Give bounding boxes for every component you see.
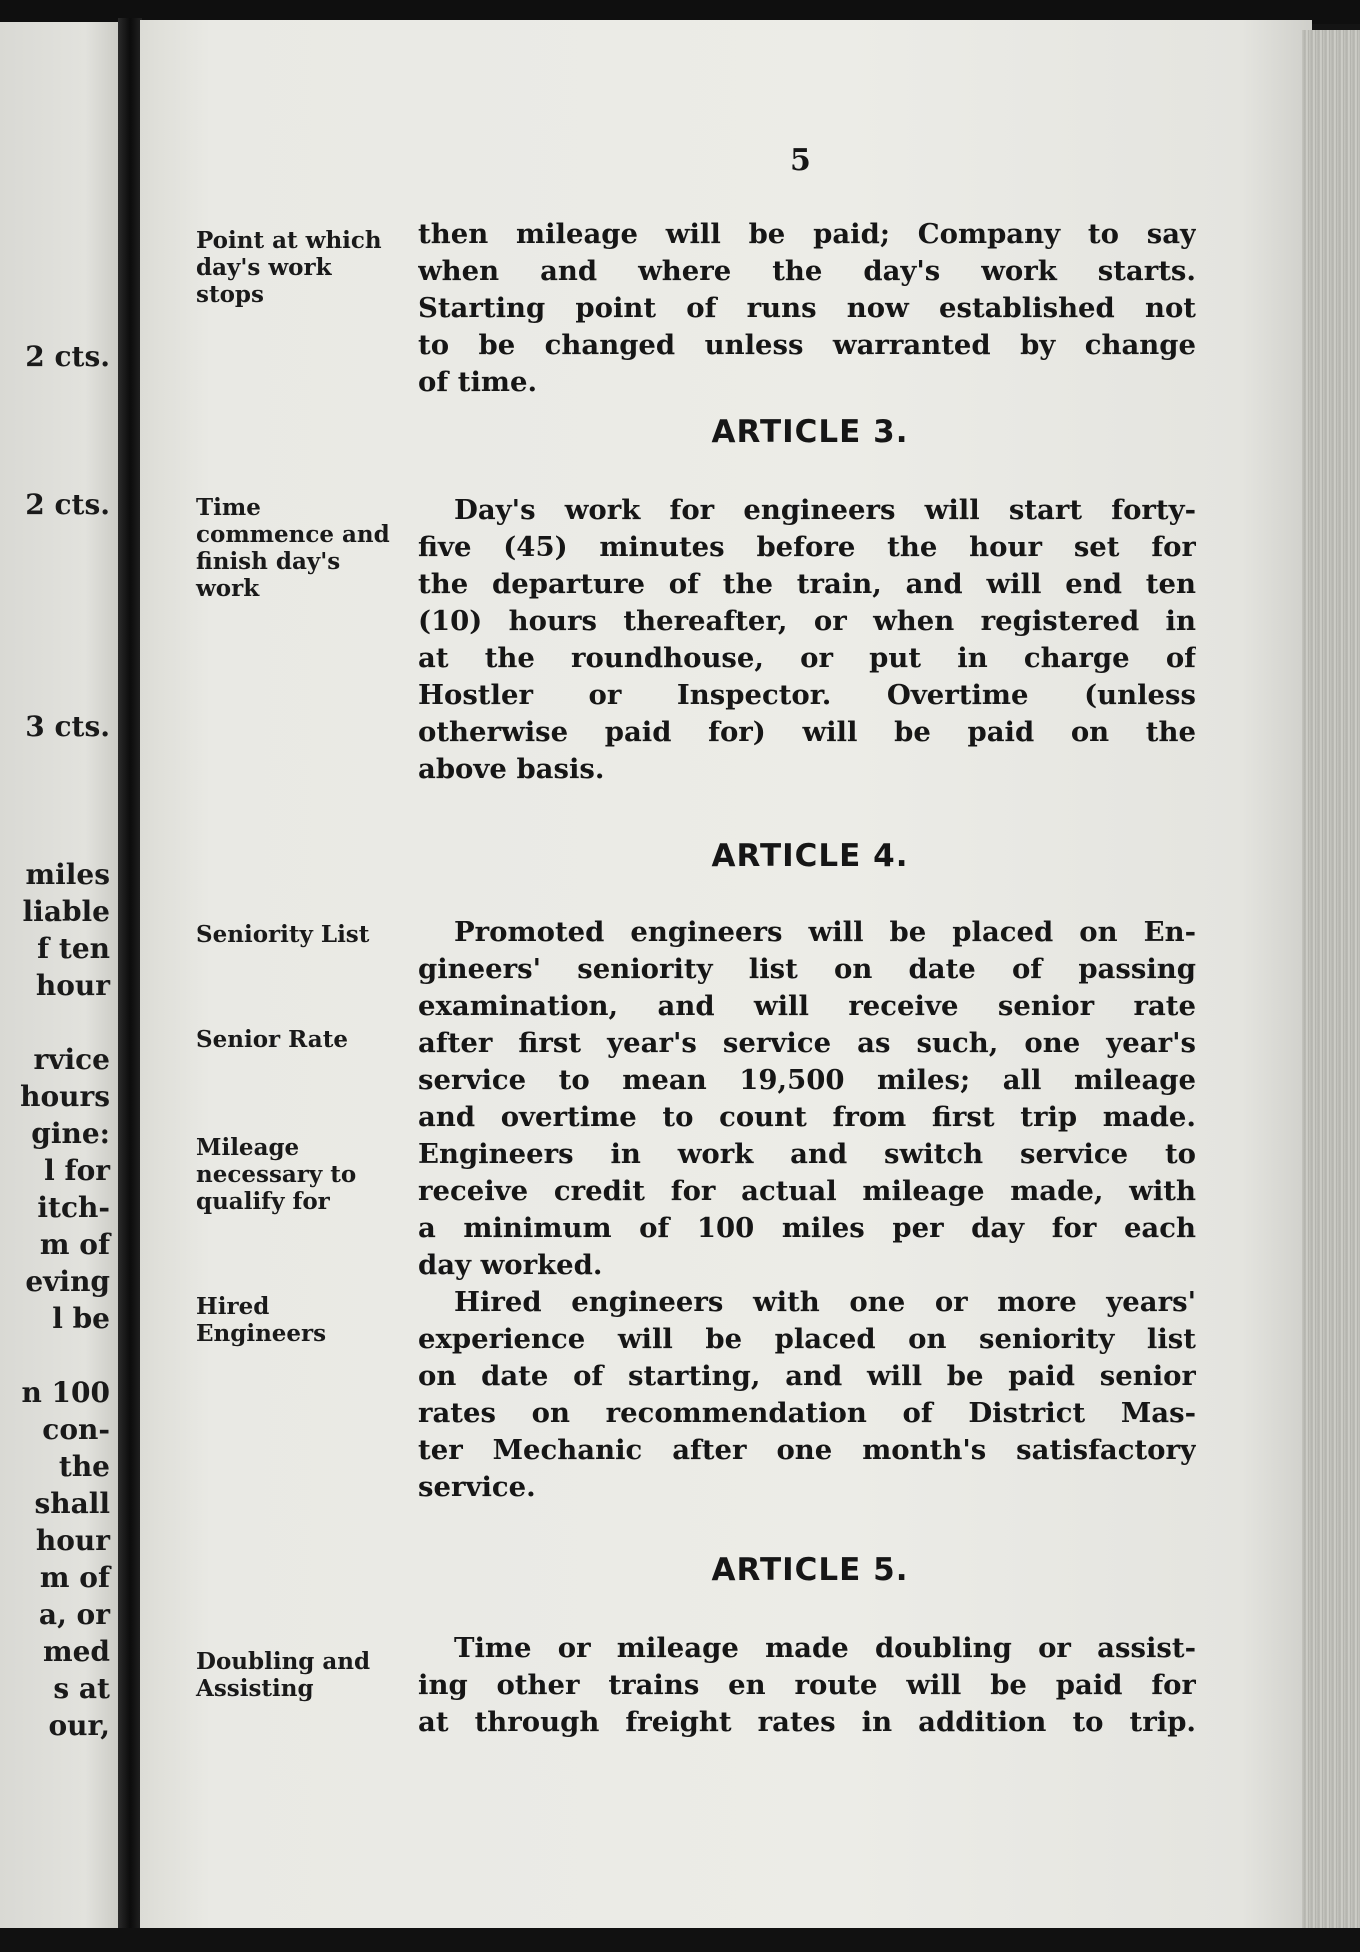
body-line: otherwise paid for) will be paid on the — [418, 716, 1196, 748]
body-line: Promoted engineers will be placed on En- — [454, 916, 1196, 948]
body-line: ing other trains en route will be paid for — [418, 1669, 1196, 1701]
body-line: above basis. — [418, 753, 605, 785]
body-line: of time. — [418, 366, 538, 398]
left-fragment: eving — [25, 1265, 110, 1298]
body-line: Hostler or Inspector. Overtime (unless — [418, 679, 1196, 711]
left-fragment: 3 cts. — [25, 710, 110, 743]
body-line: Day's work for engineers will start forty- — [454, 494, 1196, 526]
body-line: after first year's service as such, one year's — [418, 1027, 1196, 1059]
body-line: on date of starting, and will be paid senior — [418, 1360, 1196, 1392]
body-line: when and where the day's work starts. — [418, 255, 1196, 287]
left-fragment: med — [42, 1635, 110, 1668]
left-fragment: l for — [44, 1154, 110, 1187]
margin-note-time-commence: Time commence and finish day's work — [196, 494, 390, 602]
body-line: at the roundhouse, or put in charge of — [418, 642, 1196, 674]
body-line: Engineers in work and switch service to — [418, 1138, 1196, 1170]
body-line: then mileage will be paid; Company to say — [418, 218, 1196, 250]
scan-bottom-border — [0, 1928, 1360, 1952]
body-line: service. — [418, 1471, 536, 1503]
body-line: rates on recommendation of District Mas- — [418, 1397, 1196, 1429]
article-5-heading: ARTICLE 5. — [711, 1552, 909, 1588]
body-line: to be changed unless warranted by change — [418, 329, 1196, 361]
body-line: receive credit for actual mileage made, with — [418, 1175, 1196, 1207]
article-3-heading: ARTICLE 3. — [711, 414, 909, 450]
left-fragment: liable — [22, 895, 110, 928]
body-line: Hired engineers with one or more years' — [454, 1286, 1196, 1318]
left-fragment: a, or — [38, 1598, 110, 1631]
body-line: and overtime to count from first trip made. — [418, 1101, 1196, 1133]
margin-note-day-work-stops: Point at which day's work stops — [196, 227, 382, 308]
left-fragment: the — [58, 1450, 110, 1483]
margin-note-seniority-list: Seniority List — [196, 921, 370, 948]
left-fragment: hours — [20, 1080, 110, 1113]
body-line: Starting point of runs now established not — [418, 292, 1196, 324]
book-gutter — [118, 18, 142, 1934]
body-line: experience will be placed on seniority list — [418, 1323, 1196, 1355]
body-line: day worked. — [418, 1249, 603, 1281]
left-fragment: rvice — [33, 1043, 110, 1076]
margin-note-doubling-assisting: Doubling and Assisting — [196, 1648, 371, 1702]
left-fragment: hour — [35, 1524, 110, 1557]
left-fragment: 2 cts. — [25, 340, 110, 373]
left-fragment: s at — [53, 1672, 110, 1705]
previous-page-fragment — [0, 22, 122, 1934]
margin-note-mileage-necessary: Mileage necessary to qualify for — [196, 1134, 357, 1215]
article-4-heading: ARTICLE 4. — [711, 838, 909, 874]
left-fragment: n 100 — [21, 1376, 110, 1409]
body-line: Time or mileage made doubling or assist- — [454, 1632, 1196, 1664]
body-line: gineers' seniority list on date of passing — [418, 953, 1196, 985]
left-fragment: 2 cts. — [25, 488, 110, 521]
body-line: (10) hours thereafter, or when registered in — [418, 605, 1196, 637]
body-line: service to mean 19,500 miles; all mileage — [418, 1064, 1196, 1096]
left-fragment: con- — [42, 1413, 110, 1446]
body-line: examination, and will receive senior rate — [418, 990, 1196, 1022]
left-fragment: our, — [48, 1709, 110, 1742]
body-line: the departure of the train, and will end ten — [418, 568, 1196, 600]
left-fragment: m of — [39, 1561, 110, 1594]
body-line: at through freight rates in addition to trip. — [418, 1706, 1196, 1738]
left-fragment: itch- — [37, 1191, 110, 1224]
left-fragment: miles — [25, 858, 110, 891]
body-line: five (45) minutes before the hour set for — [418, 531, 1196, 563]
margin-note-senior-rate: Senior Rate — [196, 1026, 348, 1053]
body-line: ter Mechanic after one month's satisfactory — [418, 1434, 1196, 1466]
body-line: a minimum of 100 miles per day for each — [418, 1212, 1196, 1244]
left-fragment: m of — [39, 1228, 110, 1261]
left-fragment: shall — [34, 1487, 110, 1520]
left-fragment: l be — [52, 1302, 110, 1335]
left-fragment: f ten — [37, 932, 110, 965]
page-number: 5 — [790, 143, 811, 178]
left-fragment: gine: — [31, 1117, 110, 1150]
margin-note-hired-engineers: Hired Engineers — [196, 1293, 327, 1347]
page-edges — [1302, 30, 1360, 1930]
left-fragment: hour — [35, 969, 110, 1002]
